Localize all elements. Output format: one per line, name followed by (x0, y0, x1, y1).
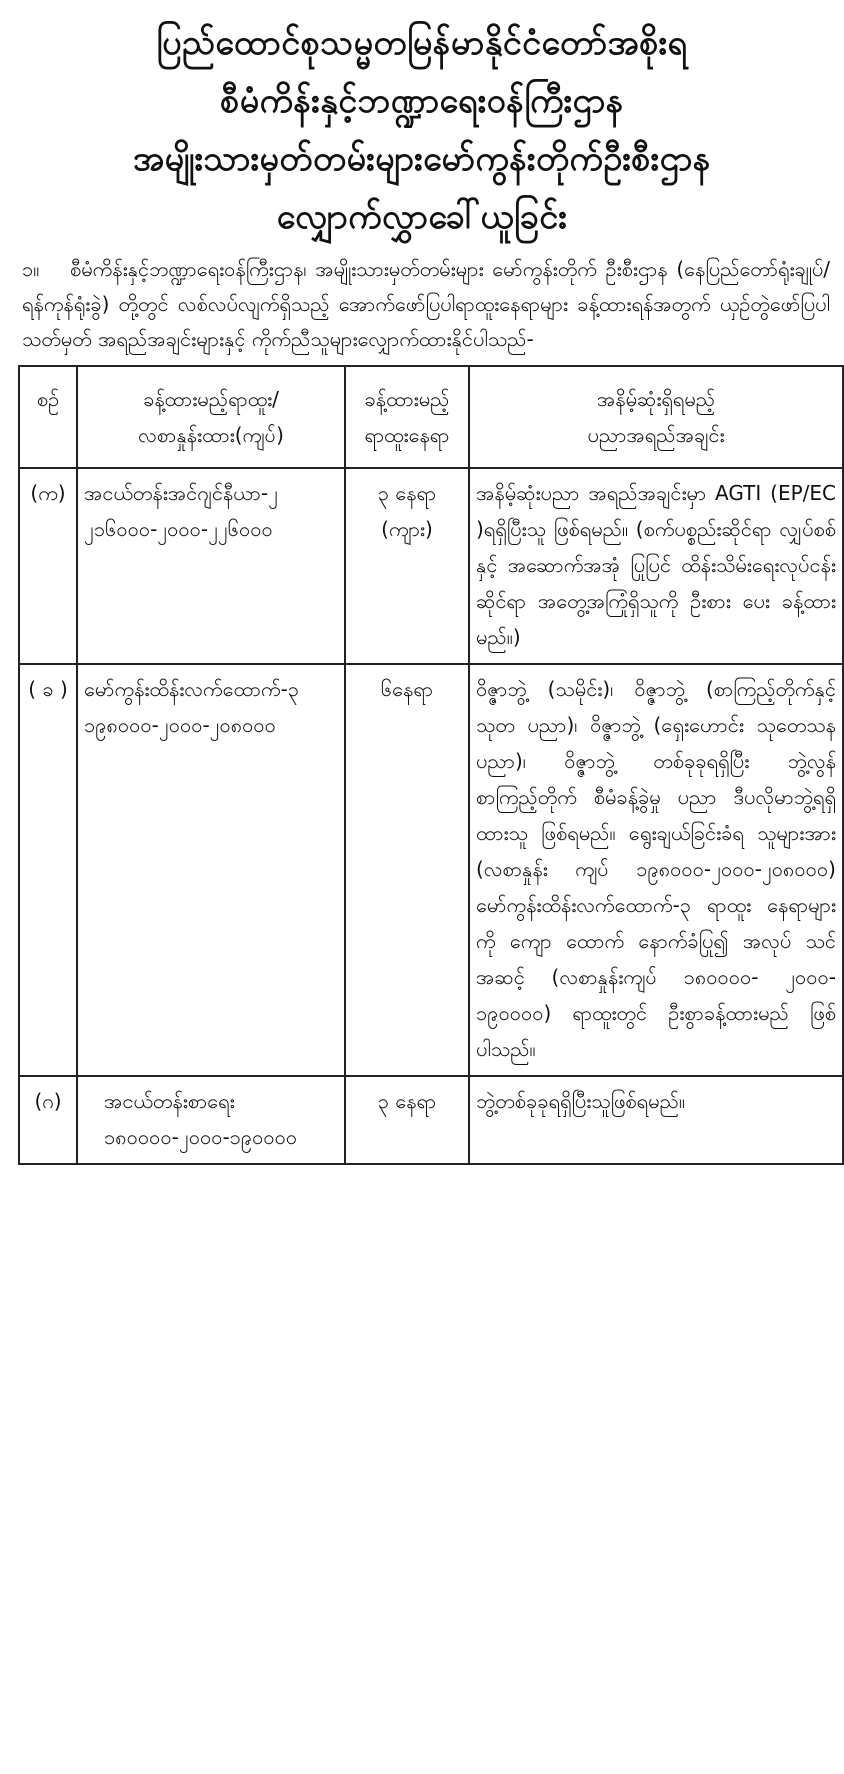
vacancy-gender: (ကျား) (381, 517, 433, 541)
header-count (345, 366, 469, 468)
qualification-cell: အနိမ့်ဆုံးပညာ အရည်အချင်းမှာ AGTI (EP/EC )ရရှိပြီးသူ ဖြစ်ရမည်။ (စက်ပစ္စည်းဆိုင်ရာ လျှပ်စစ်နှင့် အဆောက်အအုံ ပြုပြင် ထိန်းသိမ်းရေးလုပ်ငန်းဆိုင်ရာ အတွေ့အကြုံရှိသူကို ဦးစား ပေး ခန့်ထားမည်။) (469, 468, 843, 664)
header-qualification (469, 366, 843, 468)
table-header-row (19, 366, 843, 468)
row-number: (ဂ) (19, 1076, 77, 1164)
table-row (19, 468, 843, 664)
post-title: မော်ကွန်းထိန်းလက်ထောက်-၃ (84, 677, 300, 701)
header-qual-line-2: ပညာအရည်အချင်း (587, 423, 725, 447)
salary-scale: ၂၁၆၀၀၀-၂၀၀၀-၂၂၆၀၀၀ (84, 517, 273, 541)
header-qual-line-1: အနိမ့်ဆုံးရှိရမည့် (596, 387, 716, 411)
header-no: စဉ် (19, 366, 77, 468)
post-cell (77, 468, 345, 664)
table-row (19, 664, 843, 1076)
vacancy-count: ၆နေရာ (380, 677, 434, 701)
vacancy-count-cell (345, 664, 469, 1076)
row-number: ( ခ ) (19, 664, 77, 1076)
qualification-cell: ဝိဇ္ဇာဘွဲ့ (သမိုင်း)၊ ဝိဇ္ဇာဘွဲ့ (စာကြည့်တိုက်နှင့် သုတ ပညာ)၊ ဝိဇ္ဇာဘွဲ့ (ရှေးဟောင်း သုတေသနပညာ)၊ ဝိဇ္ဇာဘွဲ့ တစ်ခုခုရရှိပြီး ဘွဲ့လွန် စာကြည့်တိုက် စီမံခန့်ခွဲမှု ပညာ ဒီပလိုမာဘွဲ့ရရှိထားသူ ဖြစ်ရမည်။ ရွေးချယ်ခြင်းခံရ သူများအား (လစာနှုန်း ကျပ် ၁၉၈၀၀၀-၂၀၀၀-၂၀၈၀၀၀) မော်ကွန်းထိန်းလက်ထောက်-၃ ရာထူး နေရာများကို ကျော ထောက် နောက်ခံပြု၍ အလုပ် သင်အဆင့် (လစာနှုန်းကျပ် ၁၈၀၀၀၀- ၂၀၀၀- ၁၉၀၀၀၀) ရာထူးတွင် ဦးစွာခန့်ထားမည် ဖြစ်ပါသည်။ (469, 664, 843, 1076)
vacancy-count-cell (345, 1076, 469, 1164)
table-row (19, 1076, 843, 1164)
post-cell (77, 1076, 345, 1164)
header-post-line-1: ခန့်ထားမည့်ရာထူး/ (143, 387, 279, 411)
row-number: (က) (19, 468, 77, 664)
post-cell (77, 664, 345, 1076)
vacancy-table (18, 365, 844, 1165)
intro-text: စီမံကိန်းနှင့်ဘဏ္ဍာရေးဝန်ကြီးဌာန၊ အမျိုးသားမှတ်တမ်းများ မော်ကွန်းတိုက် ဦးစီးဌာန (နေပြည်တော်ရုံးချုပ်/ရန်ကုန်ရုံးခွဲ) တို့တွင် လစ်လပ်လျက်ရှိသည့် အောက်ဖော်ပြပါရာထူးနေရာများ ခန့်ထားရန်အတွက် ယှဉ်တွဲဖော်ပြပါ သတ်မှတ် အရည်အချင်းများနှင့် ကိုက်ညီသူများလျှောက်ထားနိုင်ပါသည်- (22, 257, 830, 351)
vacancy-count-cell (345, 468, 469, 664)
intro-number: ၁။ (22, 257, 40, 281)
post-title: အငယ်တန်းအင်ဂျင်နီယာ-၂ (84, 481, 278, 505)
header-count-line-2: ရာထူးနေရာ (364, 423, 450, 447)
post-title: အငယ်တန်းစာရေး (104, 1089, 235, 1113)
header-post-line-2: လစာနှုန်းထား(ကျပ်) (138, 423, 284, 447)
vacancy-count: ၃ နေရာ (377, 1089, 437, 1113)
intro-paragraph (22, 252, 830, 357)
notice-heading: လျှောက်လွှာခေါ်ယူခြင်း (276, 197, 568, 237)
header-post (77, 366, 345, 468)
ministry-title-line-1: ပြည်ထောင်စုသမ္မတမြန်မာနိုင်ငံတော်အစိုးရ (156, 23, 688, 63)
vacancy-count: ၃ နေရာ (377, 481, 437, 505)
salary-scale: ၁၉၈၀၀၀-၂၀၀၀-၂၀၈၀၀၀ (84, 713, 276, 737)
ministry-title-line-2: စီမံကိန်းနှင့်ဘဏ္ဍာရေးဝန်ကြီးဌာန (220, 81, 624, 121)
department-title-line: အမျိုးသားမှတ်တမ်းများမော်ကွန်းတိုက်ဦးစီးဌာန (132, 139, 712, 179)
header-count-line-1: ခန့်ထားမည့် (364, 387, 450, 411)
qualification-cell: ဘွဲ့တစ်ခုခုရရှိပြီးသူဖြစ်ရမည်။ (469, 1076, 843, 1164)
notice-title-block (8, 14, 836, 246)
salary-scale: ၁၈၀၀၀၀-၂၀၀၀-၁၉၀၀၀၀ (104, 1125, 298, 1149)
